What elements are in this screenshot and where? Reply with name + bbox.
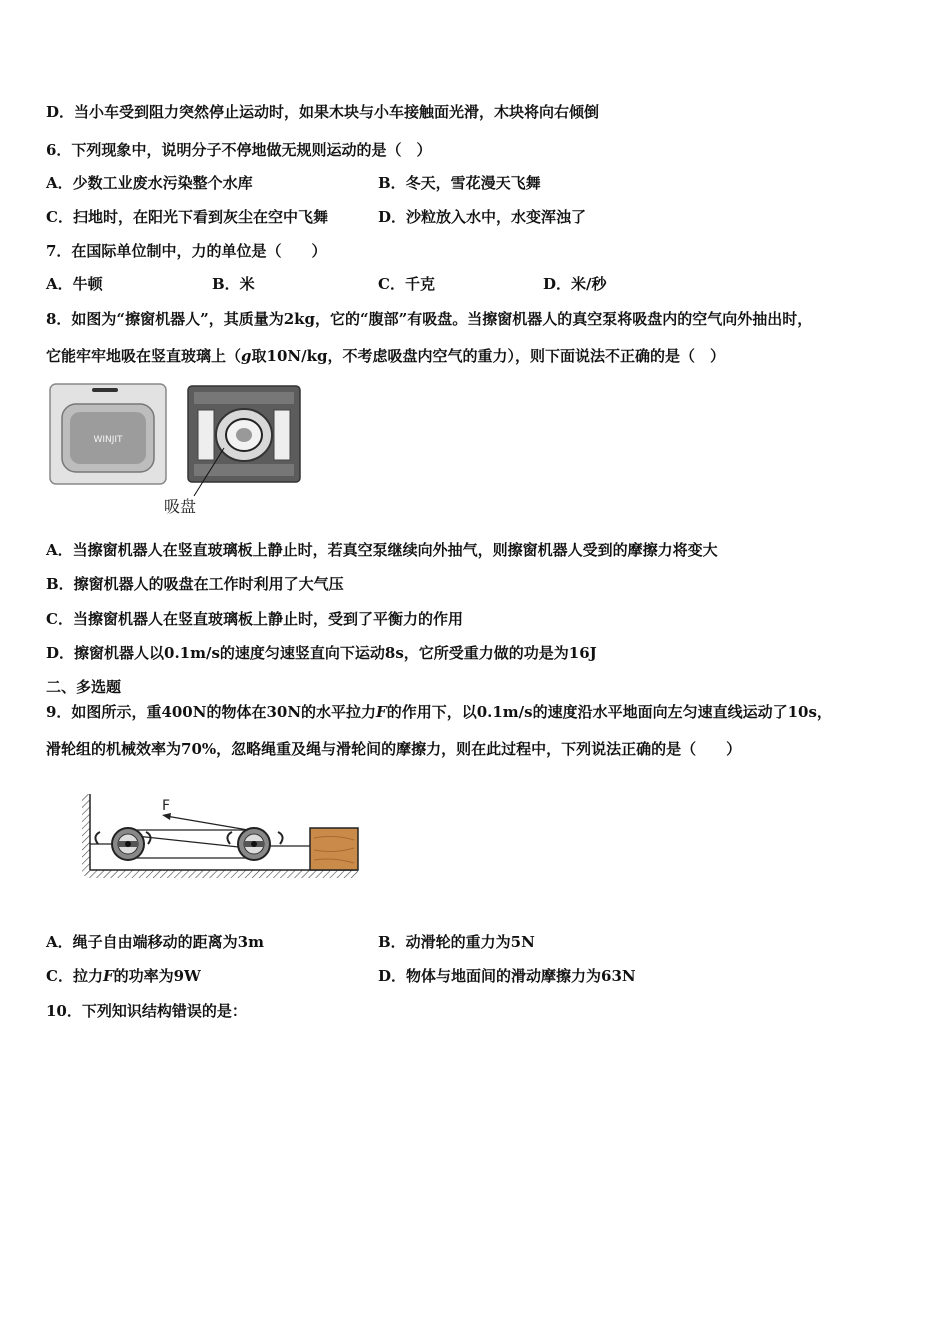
suction-cup-label: 吸盘 — [164, 497, 197, 516]
q8-stem-line1: 8．如图为“擦窗机器人”，其质量为2kg，它的“腹部”有吸盘。当擦窗机器人的真空泵将吸盘内的空气向外抽出时， — [46, 310, 813, 328]
q9-option-d: D．物体与地面间的滑动摩擦力为63N — [378, 967, 636, 985]
q9-option-b: B．动滑轮的重力为5N — [378, 933, 535, 951]
q9-stem-line1: 9．如图所示，重400N的物体在30N的水平拉力F的作用下，以0.1m/s的速度沿水平地面向左匀速直线运动了10s， — [46, 703, 832, 721]
q6-option-a: A．少数工业废水污染整个水库 — [46, 174, 253, 192]
robot-brand-label: WINJIT — [93, 435, 123, 445]
force-arrow — [166, 816, 248, 830]
q7-option-a: A．牛顿 — [46, 275, 103, 293]
window-robot-figure — [46, 380, 306, 520]
q7-option-c: C．千克 — [378, 275, 435, 293]
robot-bottom-view — [188, 386, 300, 482]
q8-option-b: B．擦窗机器人的吸盘在工作时利用了大气压 — [46, 575, 344, 593]
q9-option-c: C．拉力F的功率为9W — [46, 967, 201, 985]
q6-option-d: D．沙粒放入水中，水变浑浊了 — [378, 208, 587, 226]
ground-hatch — [86, 870, 358, 878]
force-label: F — [162, 798, 171, 814]
q6-option-b: B．冬天，雪花漫天飞舞 — [378, 174, 541, 192]
q7-option-b: B．米 — [212, 275, 255, 293]
q8-stem-line2: 它能牢牢地吸在竖直玻璃上（g取10N/kg，不考虑吸盘内空气的重力），则下面说法不正确的是（ ） — [46, 347, 725, 365]
robot-front-view — [50, 384, 166, 484]
q10-stem: 10．下列知识结构错误的是： — [46, 1002, 247, 1020]
pulley-figure — [78, 790, 368, 885]
q6-stem: 6．下列现象中，说明分子不停地做无规则运动的是（ ） — [46, 141, 432, 159]
q9-option-a: A．绳子自由端移动的距离为3m — [46, 933, 264, 951]
q8-option-c: C．当擦窗机器人在竖直玻璃板上静止时，受到了平衡力的作用 — [46, 610, 463, 628]
q7-stem: 7．在国际单位制中，力的单位是（ ） — [46, 242, 327, 260]
wall-hatch — [82, 794, 90, 876]
movable-pulley — [227, 828, 282, 860]
q5-option-d: D．当小车受到阻力突然停止运动时，如果木块与小车接触面光滑，木块将向右倾倒 — [46, 103, 600, 121]
q7-option-d: D．米/秒 — [543, 275, 607, 293]
section-multiple-choice: 二、多选题 — [46, 678, 122, 696]
q6-option-c: C．扫地时，在阳光下看到灰尘在空中飞舞 — [46, 208, 328, 226]
q8-option-d: D．擦窗机器人以0.1m/s的速度匀速竖直向下运动8s，它所受重力做的功是为16J — [46, 644, 597, 662]
q9-stem-line2: 滑轮组的机械效率为70%，忽略绳重及绳与滑轮间的摩擦力，则在此过程中，下列说法正确的是（ ） — [46, 740, 742, 758]
q8-option-a: A．当擦窗机器人在竖直玻璃板上静止时，若真空泵继续向外抽气，则擦窗机器人受到的摩擦力将变大 — [46, 541, 718, 559]
